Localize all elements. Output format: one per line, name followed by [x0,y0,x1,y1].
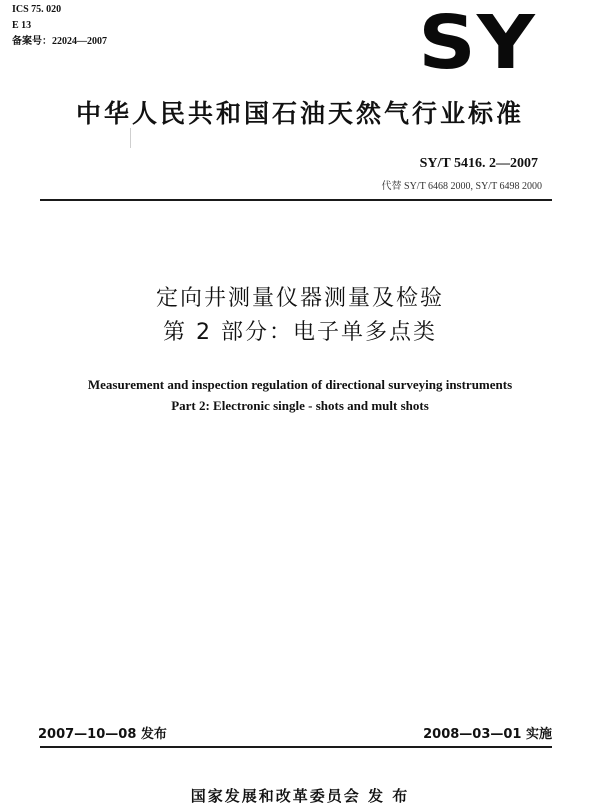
record-number: 备案号：22024—2007 [12,36,107,47]
classification-code: E 13 [12,20,32,31]
category-title: 中华人民共和国石油天然气行业标准 [75,99,524,128]
sy-logo: SY [418,0,536,86]
ics-code: ICS 75. 020 [12,4,62,15]
bottom-divider [40,746,552,748]
issue-date: 2007—10—08 发布 [38,727,167,742]
standard-number: SY/T 5416. 2—2007 [419,156,538,171]
scan-mark [130,128,131,148]
replaces-note: 代替 SY/T 6468 2000, SY/T 6498 2000 [381,181,542,192]
publisher: 国家发展和改革委员会 发 布 [190,787,410,805]
implementation-date: 2008—03—01 实施 [423,727,552,742]
title-en-line1: Measurement and inspection regulation of directional surveying instruments [87,377,513,392]
title-cn-line1: 定向井测量仪器测量及检验 [155,286,444,311]
title-en-line2: Part 2: Electronic single - shots and mult shots [171,398,429,413]
top-divider [40,199,552,201]
title-cn-line2: 第 2 部分：电子单多点类 [163,320,437,345]
